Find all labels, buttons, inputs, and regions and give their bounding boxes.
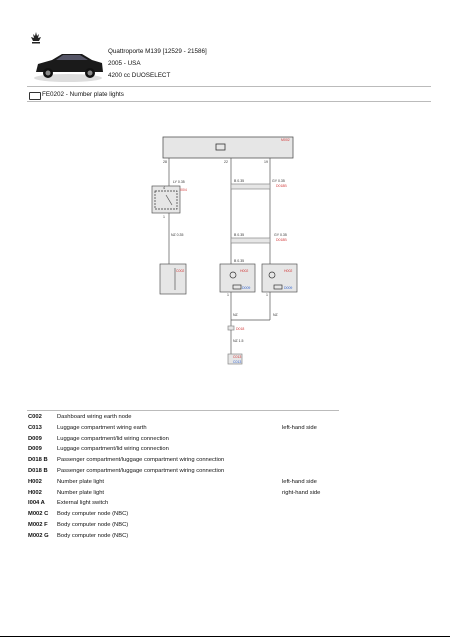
light-left-label: H002 bbox=[240, 269, 249, 273]
earth-right-label: C013 bbox=[233, 355, 242, 359]
engine-spec: 4200 cc DUOSELECT bbox=[108, 72, 171, 79]
legend-desc: Passenger compartment/luggage compartment wiring connection bbox=[57, 468, 225, 474]
legend-desc: Luggage compartment/lid wiring connection bbox=[57, 446, 169, 453]
wire-label: B 0.35 bbox=[234, 233, 245, 237]
connector-blue: D009 bbox=[284, 286, 293, 290]
legend-desc: Passenger compartment/luggage compartment wiring connection bbox=[57, 457, 225, 464]
module-pin-left: 28 bbox=[163, 160, 167, 164]
legend-divider bbox=[27, 410, 339, 411]
switch-pin-top: 4 bbox=[163, 186, 165, 190]
wire-label: B 0.35 bbox=[234, 259, 245, 263]
legend-desc: Luggage compartment wiring earth bbox=[57, 424, 147, 431]
section-title: FE0202 - Number plate lights bbox=[42, 90, 124, 98]
wire-label: GY 0.35 bbox=[274, 233, 287, 237]
connector-tag: D018B bbox=[276, 238, 287, 242]
wire-label: NZ bbox=[233, 313, 238, 317]
legend-code: D018 B bbox=[28, 468, 48, 474]
legend-desc: Luggage compartment/lid wiring connection bbox=[57, 435, 169, 442]
legend-code: M002 G bbox=[28, 532, 49, 539]
legend-desc: Number plate light bbox=[57, 478, 105, 485]
light-branches bbox=[220, 158, 297, 364]
legend-code: H002 bbox=[28, 489, 42, 496]
legend-side: left-hand side bbox=[282, 424, 317, 431]
wire-label: NZ 1.5 bbox=[233, 339, 244, 343]
wire-label: LY 0.35 bbox=[173, 180, 185, 184]
module-label: M002 bbox=[281, 138, 290, 142]
light-right-pin: 1 bbox=[266, 293, 268, 297]
legend-code: M002 F bbox=[28, 522, 48, 528]
legend-code: D009 bbox=[28, 446, 42, 453]
earth-left-label: C002 bbox=[176, 269, 185, 273]
switch-pin-bottom: 1 bbox=[163, 215, 165, 219]
legend-side: left-hand side bbox=[282, 478, 317, 485]
legend-desc: Body computer node (NBC) bbox=[57, 522, 129, 528]
module-pin-mid: 22 bbox=[224, 160, 228, 164]
wire-label: NZ 0.35 bbox=[171, 233, 184, 237]
legend-desc: External light switch bbox=[57, 500, 109, 507]
legend-desc: Body computer node (NBC) bbox=[57, 511, 129, 518]
legend-code: C013 bbox=[28, 424, 42, 431]
page-bottom-border bbox=[0, 636, 450, 637]
year-market: 2005 - USA bbox=[108, 60, 141, 67]
legend-side: right-hand side bbox=[282, 489, 321, 496]
wire-label: GY 0.35 bbox=[272, 179, 285, 183]
legend-code: I004 A bbox=[28, 500, 45, 507]
switch-branch bbox=[152, 158, 186, 294]
legend-code: M002 C bbox=[28, 511, 49, 518]
legend-code: D009 bbox=[28, 435, 42, 442]
legend-code: D018 B bbox=[28, 457, 48, 464]
legend-desc: Number plate light bbox=[57, 489, 105, 496]
switch-label: I004 bbox=[180, 188, 187, 192]
legend-code: H002 bbox=[28, 478, 42, 485]
connector-blue: D009 bbox=[242, 286, 251, 290]
light-right-label: H002 bbox=[284, 269, 293, 273]
model-title: Quattroporte M139 [12529 - 21586] bbox=[108, 48, 207, 55]
legend-desc: Dashboard wiring earth node bbox=[57, 414, 132, 420]
module-m002 bbox=[163, 137, 293, 164]
bottom-tag: C013 bbox=[233, 360, 242, 364]
wire-label: NZ bbox=[273, 313, 278, 317]
connector-tag: D018 bbox=[236, 327, 245, 331]
wire-label: B 0.35 bbox=[234, 179, 245, 183]
legend-code: C002 bbox=[28, 414, 42, 420]
module-pin-right: 19 bbox=[264, 160, 268, 164]
legend-desc: Body computer node (NBC) bbox=[57, 532, 129, 539]
connector-tag: D018B bbox=[276, 184, 287, 188]
light-left-pin: 1 bbox=[227, 293, 229, 297]
